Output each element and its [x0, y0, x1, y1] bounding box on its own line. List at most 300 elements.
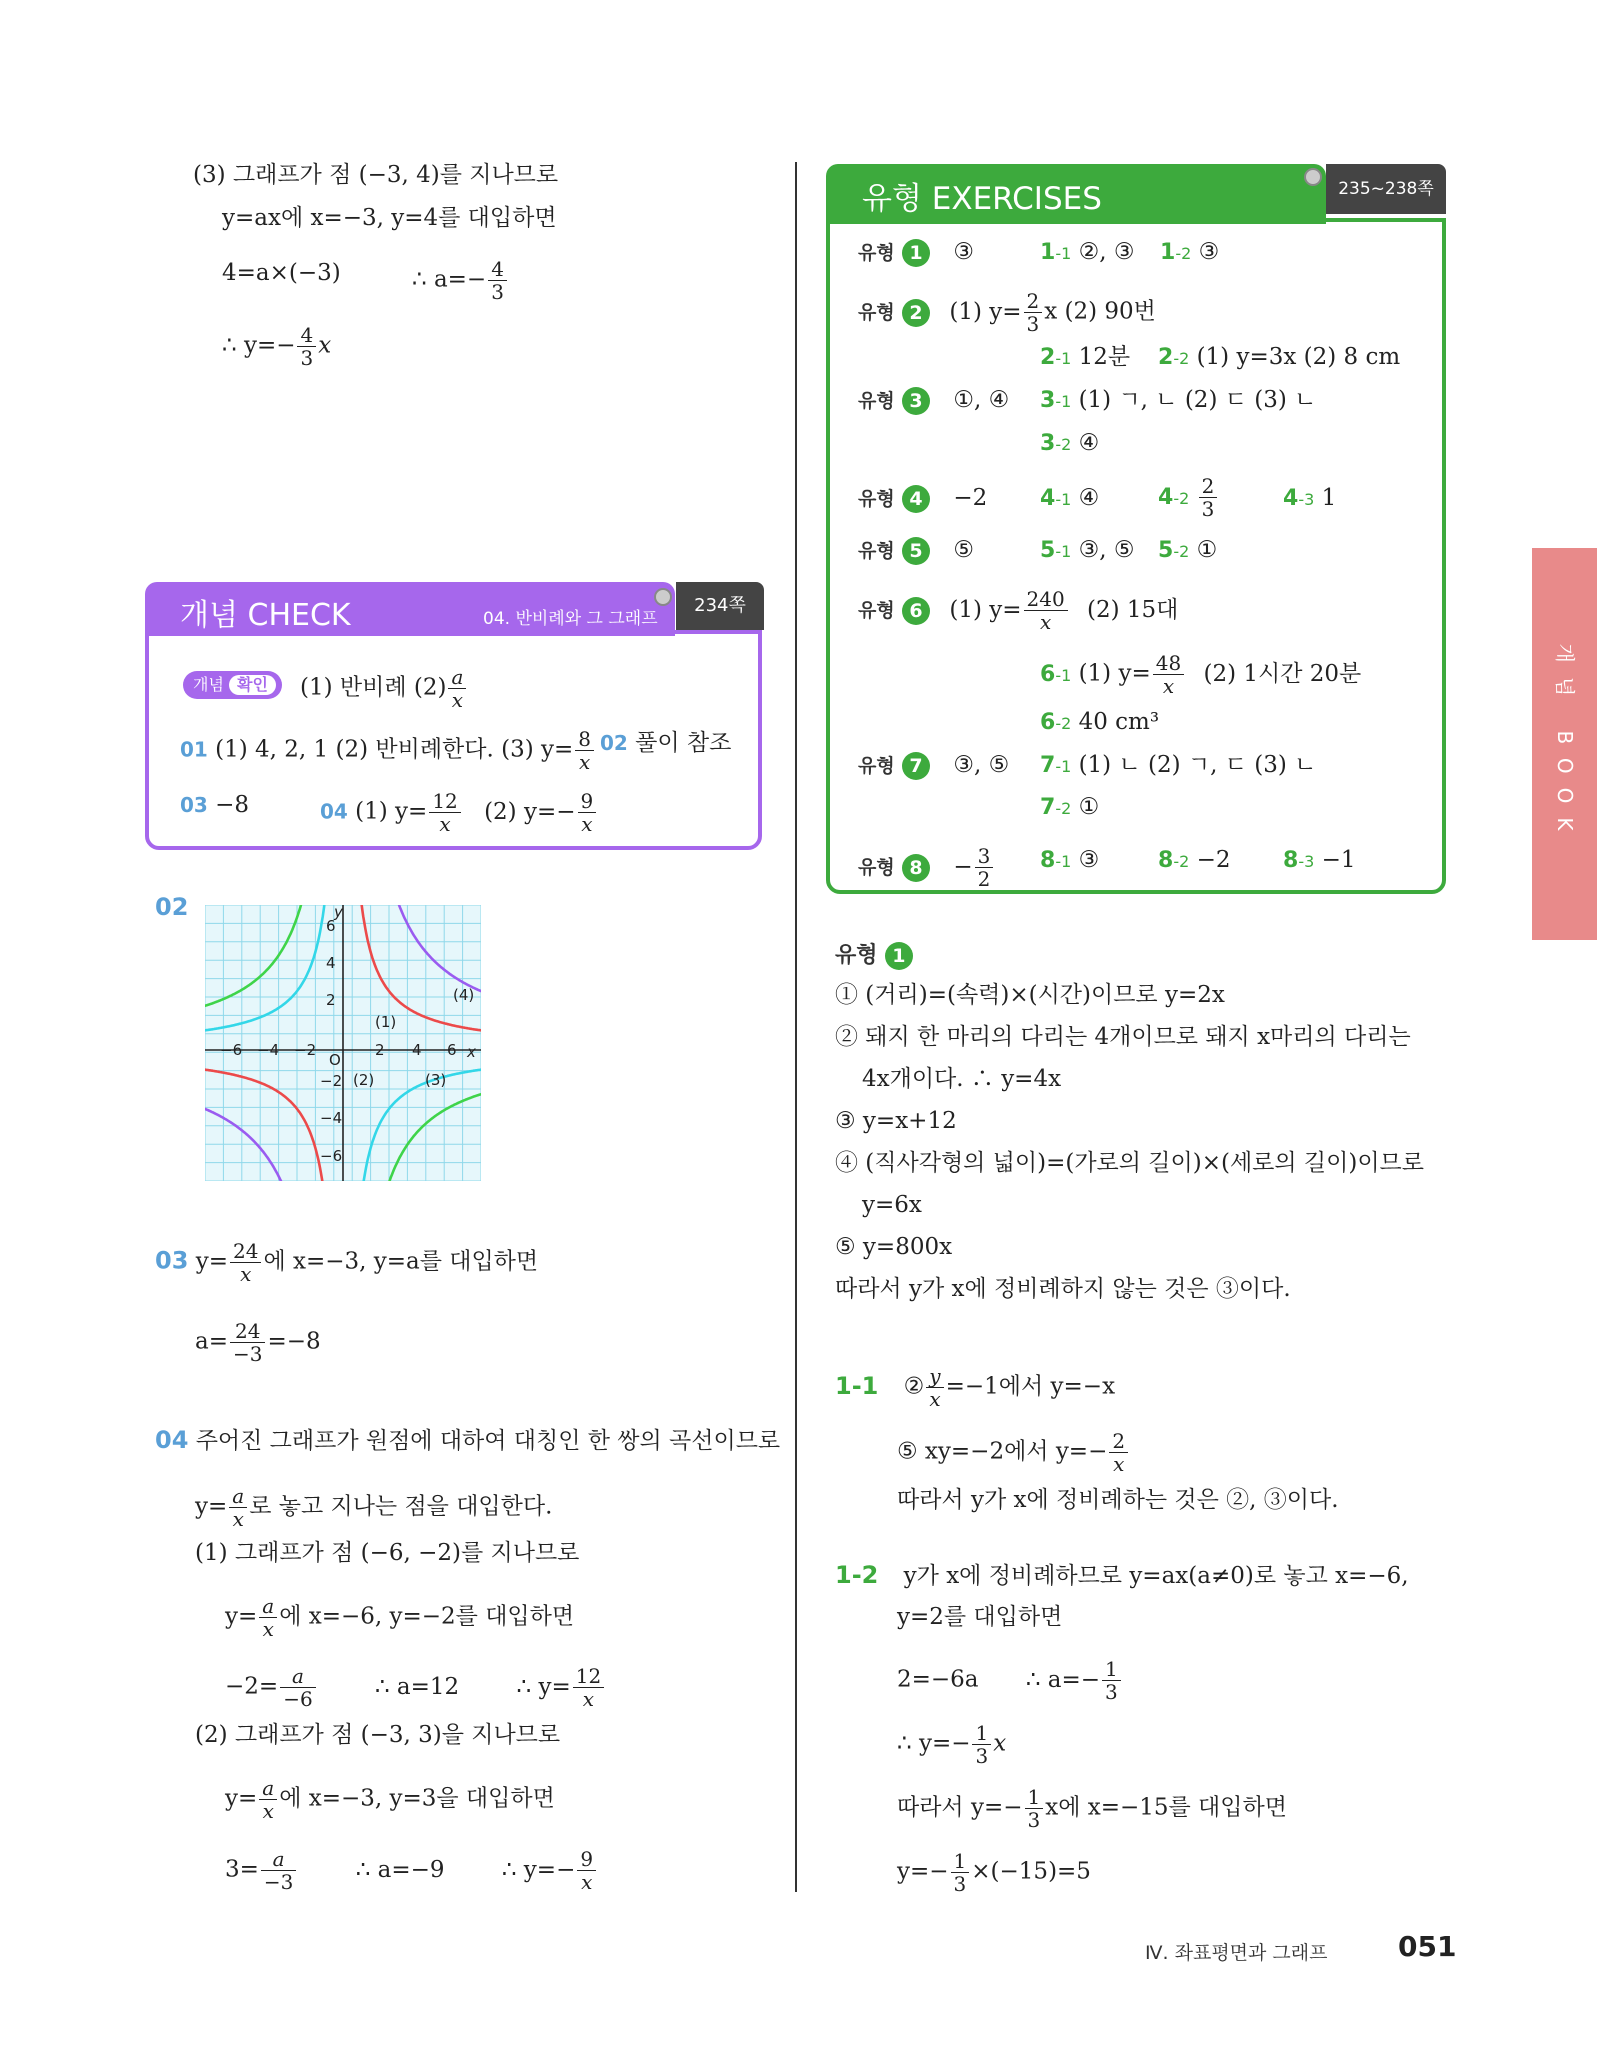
text: 따라서 y=−: [897, 1794, 1023, 1821]
sub-number: [1040, 795, 1071, 820]
concept-badge: [183, 671, 282, 699]
answer: −1: [1321, 847, 1356, 873]
x-tick: −4: [257, 1041, 280, 1059]
denominator: x: [232, 1507, 244, 1531]
answer: x (2) 90번: [1044, 298, 1156, 325]
solution-line: y=6x: [862, 1192, 922, 1218]
sol-1-2-line-6: [897, 1850, 1091, 1895]
text: -2: [1173, 349, 1190, 368]
numerator: 24: [230, 1320, 265, 1343]
type-label: 유형: [858, 390, 895, 412]
text: 5: [1040, 538, 1056, 563]
numerator: 2: [1199, 475, 1218, 498]
text: -3: [1298, 852, 1315, 871]
page-tag: 235~238쪽: [1326, 164, 1446, 214]
curve-label-3: (3): [425, 1071, 447, 1089]
sol-1-1-line-1: [835, 1365, 1115, 1410]
sub-number: [1040, 538, 1071, 563]
denominator: x: [262, 1617, 274, 1641]
sol-1-2-line-4: [897, 1722, 1006, 1767]
q03-line-1: [155, 1240, 538, 1285]
sub-number: [1040, 486, 1071, 511]
numerator: 12: [573, 1665, 604, 1688]
text: 6: [1040, 661, 1056, 687]
sub-number: [1283, 486, 1314, 511]
q04-line-4: [225, 1595, 574, 1640]
text: -2: [1055, 714, 1072, 733]
text: 7: [1040, 795, 1056, 820]
fraction: [926, 1365, 943, 1410]
text: ⑤ xy=−2에서 y=−: [897, 1438, 1108, 1465]
text: -2: [1055, 435, 1072, 454]
sub-answer: [1283, 845, 1355, 877]
sub-answer: [1158, 342, 1400, 374]
sub-answer: [1160, 237, 1219, 269]
text: ∴ a=−: [1025, 1666, 1101, 1693]
text: 에 x=−3, y=3을 대입하면: [279, 1785, 555, 1812]
sub-answer: [1158, 845, 1230, 877]
answer: (1) y=: [949, 596, 1022, 623]
numerator: a: [259, 1777, 277, 1800]
text: 2: [1040, 345, 1056, 370]
text: ②: [903, 1373, 925, 1400]
answer: ④: [1078, 430, 1100, 456]
type-number-badge: 6: [902, 597, 930, 625]
fraction: [261, 1848, 296, 1893]
item-number: 1-1: [835, 1371, 879, 1400]
text: 3: [1040, 431, 1056, 456]
solution-heading: [835, 940, 913, 971]
fraction: [1025, 1786, 1044, 1831]
fraction: [577, 1848, 596, 1893]
check-row-2: [180, 728, 596, 773]
numerator: 8: [575, 728, 594, 751]
answer: −2: [1196, 847, 1231, 873]
text: -1: [1055, 757, 1072, 776]
text: (1) 4, 2, 1 (2) 반비례한다. (3) y=: [215, 736, 574, 763]
type-label: 유형: [858, 856, 895, 879]
text: ∴ y=: [516, 1673, 571, 1700]
text: (1) 반비례 (2): [300, 674, 447, 701]
text: (2) y=−: [484, 798, 576, 825]
curve-label-2: (2): [353, 1071, 375, 1089]
fraction: [1102, 1658, 1121, 1703]
fraction: [1024, 588, 1068, 633]
denominator: x: [262, 1799, 274, 1823]
answer: (1) y=: [1078, 660, 1151, 687]
sol-1-1-line-2: [897, 1430, 1130, 1475]
sub-number: [1158, 538, 1189, 563]
fraction: [1153, 652, 1184, 697]
text: y=−: [897, 1858, 949, 1885]
sub-number: [1040, 710, 1071, 735]
answer-row-1: [858, 237, 974, 268]
solution-line: ③ y=x+12: [835, 1108, 957, 1134]
answer: (1) y=: [949, 298, 1022, 325]
q04-line-1: [155, 1425, 780, 1456]
curve-label-1: (1): [375, 1013, 397, 1031]
solution-line: ④ (직사각형의 넓이)=(가로의 길이)×(세로의 길이)이므로: [835, 1150, 1424, 1176]
text: ∴ a=12: [374, 1673, 460, 1700]
text: 6: [1040, 710, 1056, 735]
type-number-badge: 1: [902, 239, 930, 267]
tag-pin: [654, 588, 672, 606]
item-number: 04: [155, 1426, 189, 1454]
answer: ①, ④: [953, 387, 1010, 413]
text: ∴ y=−: [501, 1856, 576, 1883]
sub-answer: [1040, 428, 1099, 460]
type-label: 유형: [858, 488, 895, 510]
text: -2: [1173, 852, 1190, 871]
item-number: 01: [180, 737, 208, 762]
badge-b: 확인: [229, 675, 276, 695]
check-row-3: [180, 790, 249, 820]
text: =−1에서 y=−x: [945, 1373, 1116, 1400]
answer: −: [953, 853, 973, 880]
sub-number: [1160, 240, 1191, 265]
item-number: 03: [155, 1246, 189, 1275]
check-row-1: [300, 666, 468, 711]
answer-row-5: [858, 535, 974, 566]
text: 1: [1040, 240, 1056, 265]
text: -1: [1055, 244, 1072, 263]
denominator: −3: [263, 1870, 294, 1894]
text: -1: [1055, 542, 1072, 561]
text: y=: [225, 1785, 258, 1812]
answer: ①: [1078, 794, 1100, 820]
type-label: 유형: [858, 599, 895, 622]
sol-1-2-line-2: y=2를 대입하면: [897, 1604, 1063, 1630]
fraction: [573, 1665, 604, 1710]
answer: ③: [953, 239, 974, 265]
page-tag: 234쪽: [676, 582, 764, 630]
numerator: 9: [578, 790, 597, 813]
y-tick: −6: [320, 1147, 343, 1165]
text: 로 놓고 지나는 점을 대입한다.: [249, 1493, 553, 1520]
denominator: x: [581, 1870, 593, 1894]
text: y=: [195, 1493, 228, 1520]
answer: ⑤: [953, 537, 974, 563]
sub-answer: [1040, 342, 1130, 374]
solution-line: ① (거리)=(속력)×(시간)이므로 y=2x: [835, 982, 1225, 1008]
answer: ③: [1198, 239, 1220, 265]
answer: (2) 15대: [1087, 596, 1179, 623]
x-tick: 4: [412, 1041, 422, 1059]
q04-line-5: [225, 1665, 606, 1710]
numerator: 9: [577, 1848, 596, 1871]
q04-line-3: (1) 그래프가 점 (−6, −2)를 지나므로: [195, 1540, 580, 1566]
numerator: 1: [972, 1722, 991, 1745]
item-number: 1-2: [835, 1561, 879, 1589]
text: y=: [225, 1603, 258, 1630]
fraction: [1024, 290, 1043, 335]
numerator: a: [259, 1595, 277, 1618]
check-subtitle: 04. 반비례와 그 그래프: [483, 609, 658, 629]
check-row-2b: [600, 728, 731, 758]
sol-1-2-line-1: [835, 1560, 1409, 1591]
denominator: x: [1039, 610, 1052, 634]
denominator: x: [929, 1387, 941, 1411]
text: 1: [1160, 240, 1176, 265]
fraction: [259, 1595, 277, 1640]
text: ∴ y=−: [222, 332, 296, 359]
text: 7: [1040, 753, 1056, 778]
fraction: [488, 258, 507, 303]
solution-line: 따라서 y가 x에 정비례하지 않는 것은 ③이다.: [835, 1276, 1291, 1302]
answer: 1: [1321, 485, 1337, 511]
type-label: 유형: [835, 943, 878, 968]
text: -1: [1055, 665, 1072, 685]
text: 2: [1158, 345, 1174, 370]
denominator: −3: [232, 1342, 263, 1366]
denominator: 2: [977, 867, 991, 891]
answer: (1) ㄴ (2) ㄱ, ㄷ (3) ㄴ: [1078, 752, 1317, 778]
sub-answer: [1040, 750, 1316, 782]
item-number: 02: [155, 893, 189, 921]
text: -1: [1055, 392, 1072, 411]
type-number-badge: 3: [902, 387, 930, 415]
text: a=: [195, 1328, 228, 1355]
y-tick: 4: [326, 954, 336, 972]
text: x: [318, 332, 332, 359]
x-axis-label: x: [467, 1043, 476, 1061]
sub-number: [1040, 388, 1071, 413]
text: 3: [1040, 388, 1056, 413]
type-number-badge: 1: [885, 942, 913, 970]
denominator: 3: [1026, 312, 1040, 336]
badge-a: 개념: [193, 675, 224, 694]
item-number: 04: [320, 799, 348, 824]
text: 8: [1040, 848, 1056, 873]
answer: 40 cm³: [1078, 709, 1160, 735]
type-number-badge: 7: [902, 752, 930, 780]
side-tab-label: 개념 BOOK: [1553, 643, 1577, 845]
check-title: 개념 CHECK: [180, 598, 351, 633]
text: x: [993, 1730, 1007, 1757]
sub-number: [1040, 431, 1071, 456]
text: -3: [1298, 490, 1315, 509]
denominator: x: [578, 750, 591, 774]
answer-row-6: [858, 588, 1178, 633]
sol-1-2-line-5: [897, 1786, 1287, 1831]
text: 3=: [225, 1856, 259, 1883]
sub-number: [1040, 240, 1071, 265]
sub-answer: [1040, 385, 1316, 417]
answer: ③: [1078, 847, 1100, 873]
sub-number: [1040, 662, 1071, 687]
sub-answer: [1040, 707, 1159, 739]
denominator: 3: [975, 1744, 989, 1768]
type-label: 유형: [858, 242, 895, 264]
denominator: 3: [300, 346, 314, 370]
text: 8: [1283, 848, 1299, 873]
line: (3) 그래프가 점 (−3, 4)를 지나므로: [193, 162, 559, 188]
text: =−8: [267, 1328, 321, 1355]
y-axis-label: y: [334, 905, 343, 921]
answer: −2: [953, 485, 988, 511]
text: 에 x=−3, y=a를 대입하면: [263, 1248, 539, 1275]
numerator: 2: [1109, 1430, 1128, 1453]
denominator: 3: [1201, 497, 1215, 521]
text: ×(−15)=5: [971, 1858, 1091, 1885]
type-number-badge: 5: [902, 537, 930, 565]
answer-row-8: [858, 845, 995, 890]
sub-answer: [1158, 475, 1219, 520]
sub-number: [1040, 345, 1071, 370]
page-number: 051: [1398, 1930, 1457, 1963]
numerator: 12: [429, 790, 460, 813]
text: -2: [1173, 542, 1190, 561]
text: y가 x에 정비례하므로 y=ax(a≠0)로 놓고 x=−6,: [903, 1563, 1409, 1589]
type-label: 유형: [858, 540, 895, 562]
text: −2=: [225, 1673, 279, 1700]
fraction: [975, 845, 994, 890]
origin-label: O: [329, 1051, 341, 1069]
denominator: 3: [1027, 1808, 1041, 1832]
answer: 12분: [1078, 344, 1131, 370]
text: (1) y=: [355, 798, 428, 825]
answer-row-4: [858, 483, 987, 514]
numerator: a: [448, 666, 466, 689]
answer: (2) 1시간 20분: [1203, 660, 1362, 687]
sub-answer: [1040, 845, 1099, 877]
column-divider: [795, 162, 797, 1892]
text: ∴ y=−: [897, 1730, 971, 1757]
denominator: x: [240, 1262, 252, 1286]
text: 4: [1158, 484, 1174, 510]
numerator: 48: [1153, 652, 1184, 675]
answer-row-3: [858, 385, 1009, 416]
denominator: x: [1162, 674, 1175, 698]
sub-number: [1283, 848, 1314, 873]
chapter-label: Ⅳ. 좌표평면과 그래프: [1145, 1942, 1328, 1964]
text: x에 x=−15를 대입하면: [1045, 1794, 1287, 1821]
item-number: 03: [180, 793, 208, 817]
x-tick: −6: [220, 1041, 243, 1059]
q03-line-2: [195, 1320, 321, 1365]
answer-row-7: [858, 750, 1009, 781]
curve-label-4: (4): [453, 986, 475, 1004]
text: 4: [1283, 486, 1299, 511]
denominator: x: [582, 1687, 595, 1711]
q04-line-8: [225, 1848, 598, 1893]
answer: ②, ③: [1078, 239, 1135, 265]
q04-line-2: [195, 1485, 552, 1530]
text: 주어진 그래프가 원점에 대하여 대칭인 한 쌍의 곡선이므로: [195, 1428, 781, 1454]
fraction: [578, 790, 597, 835]
text: -2: [1173, 488, 1190, 508]
sub-number: [1158, 485, 1189, 510]
text: 2=−6a: [897, 1666, 979, 1693]
solution-line: 4x개이다. ∴ y=4x: [862, 1066, 1062, 1092]
x-tick: 6: [447, 1041, 457, 1059]
numerator: 2: [1024, 290, 1043, 313]
text: 8: [1158, 848, 1174, 873]
numerator: 24: [230, 1240, 261, 1263]
line: [412, 258, 509, 303]
line: y=ax에 x=−3, y=4를 대입하면: [222, 205, 557, 231]
sol-1-2-line-3: [897, 1658, 1123, 1703]
line: 4=a×(−3): [222, 260, 341, 286]
text: -1: [1055, 490, 1072, 509]
fraction: [230, 1320, 265, 1365]
type-number-badge: 2: [902, 299, 930, 327]
text: -2: [1055, 799, 1072, 818]
numerator: 4: [488, 258, 507, 281]
fraction: [229, 1485, 247, 1530]
type-label: 유형: [858, 755, 895, 777]
denominator: x: [451, 688, 464, 712]
tag-pin: [1304, 168, 1322, 186]
q04-line-7: [225, 1777, 555, 1822]
text: ∴ a=−: [412, 266, 487, 293]
fraction: [575, 728, 594, 773]
sub-number: [1158, 848, 1189, 873]
text: y=: [195, 1248, 228, 1275]
denominator: x: [1113, 1452, 1125, 1476]
sub-answer: [1158, 535, 1217, 567]
answer: (1) ㄱ, ㄴ (2) ㄷ (3) ㄴ: [1078, 387, 1317, 413]
answer: (1) y=3x (2) 8 cm: [1196, 344, 1401, 370]
sub-answer: [1283, 483, 1336, 515]
x-tick: 2: [375, 1041, 385, 1059]
denominator: 3: [1105, 1680, 1118, 1704]
numerator: 1: [951, 1850, 970, 1873]
exercises-title: 유형 EXERCISES: [862, 181, 1102, 217]
x-tick: −2: [294, 1041, 317, 1059]
side-tab: [1532, 548, 1597, 940]
text: −8: [215, 792, 250, 818]
text: 4: [1040, 486, 1056, 511]
numerator: 4: [297, 324, 316, 347]
answer: ③, ⑤: [1078, 537, 1135, 563]
sub-number: [1040, 848, 1071, 873]
fraction: [429, 790, 460, 835]
fraction: [259, 1777, 277, 1822]
y-tick: 6: [326, 917, 336, 935]
q04-line-6: (2) 그래프가 점 (−3, 3)을 지나므로: [195, 1722, 561, 1748]
denominator: −6: [283, 1687, 313, 1711]
fraction: [1199, 475, 1218, 520]
type-number-badge: 4: [902, 485, 930, 513]
fraction: [280, 1665, 315, 1710]
line: [222, 324, 331, 369]
sub-answer: [1040, 792, 1099, 824]
sub-answer: [1040, 652, 1361, 697]
denominator: 3: [953, 1872, 967, 1896]
text: -1: [1055, 349, 1072, 368]
answer: ④: [1078, 485, 1100, 511]
numerator: a: [261, 1848, 296, 1871]
fraction: [448, 666, 466, 711]
denominator: x: [581, 812, 593, 836]
text: ∴ a=−9: [355, 1856, 445, 1883]
fraction: [972, 1722, 991, 1767]
numerator: 1: [1102, 1658, 1121, 1681]
sub-number: [1158, 345, 1189, 370]
sub-answer: [1040, 535, 1134, 567]
y-tick: 2: [326, 991, 336, 1009]
numerator: a: [280, 1665, 315, 1688]
sub-number: [1040, 753, 1071, 778]
hyperbola-graph: [205, 905, 481, 1181]
numerator: y: [926, 1365, 943, 1388]
numerator: 240: [1024, 588, 1068, 611]
answer: ①: [1196, 537, 1218, 563]
y-tick: −4: [320, 1109, 343, 1127]
denominator: x: [439, 812, 451, 836]
fraction: [1109, 1430, 1128, 1475]
